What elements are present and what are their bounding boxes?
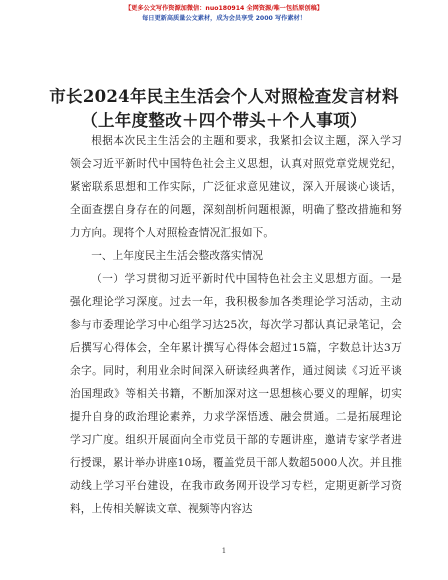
- promo-banner: [0, 4, 448, 23]
- title-subtitle: （上年度整改＋四个带头＋个人事项）: [81, 111, 367, 130]
- promo-line-2: 每日更新高质量公文素材，成为会员享受 2000 写作素材！: [142, 14, 306, 22]
- intro-paragraph: 根据本次民主生活会的主题和要求，我紧扣会议主题，深入学习领会习近平新时代中国特色社会主义思想，认真对照党章党规党纪，紧密联系思想和工作实际，广泛征求意见建议，深入开展谈心谈话，全面查摆自身存在的问题，深刻剖析问题根源，明确了整改措施和努力方向。现将个人对照检查情况汇报如下。: [70, 135, 402, 239]
- promo-line-1: 【更多公文写作资源加微信：nuo180914 全网资源/唯一包括原创稿】: [125, 5, 323, 12]
- page-number: 1: [221, 547, 227, 555]
- document-body: [70, 130, 402, 521]
- section-heading: 一、上年度民主生活会整改落实情况: [91, 250, 264, 262]
- document-title: [0, 85, 448, 133]
- title-main: 市长2024年民主生活会个人对照检查发言材料: [49, 87, 399, 106]
- body-paragraph: （一）学习贯彻习近平新时代中国特色社会主义思想方面。一是强化理论学习深度。过去一年，我积极参加各类理论学习活动，主动参与市委理论学习中心组学习达25次，每次学习都认真记录笔记，会后撰写心得体会，全年累计撰写心得体会超过15篇，字数总计达3万余字。同时，利用业余时间深入研读经典著作，通过阅读《习近平谈治国理政》等相关书籍，不断加深对这一思想核心要义的理解，切实提升自身的政治理论素养，力求学深悟透、融会贯通。二是拓展理论学习广度。组织开展面向全市党员干部的专题讲座，邀请专家学者进行授课，累计举办讲座10场，覆盖党员干部人数超5000人次。并且推动线上学习平台建设，在我市政务网开设学习专栏，定期更新学习资料，上传相关解读文章、视频等内容达: [70, 273, 402, 515]
